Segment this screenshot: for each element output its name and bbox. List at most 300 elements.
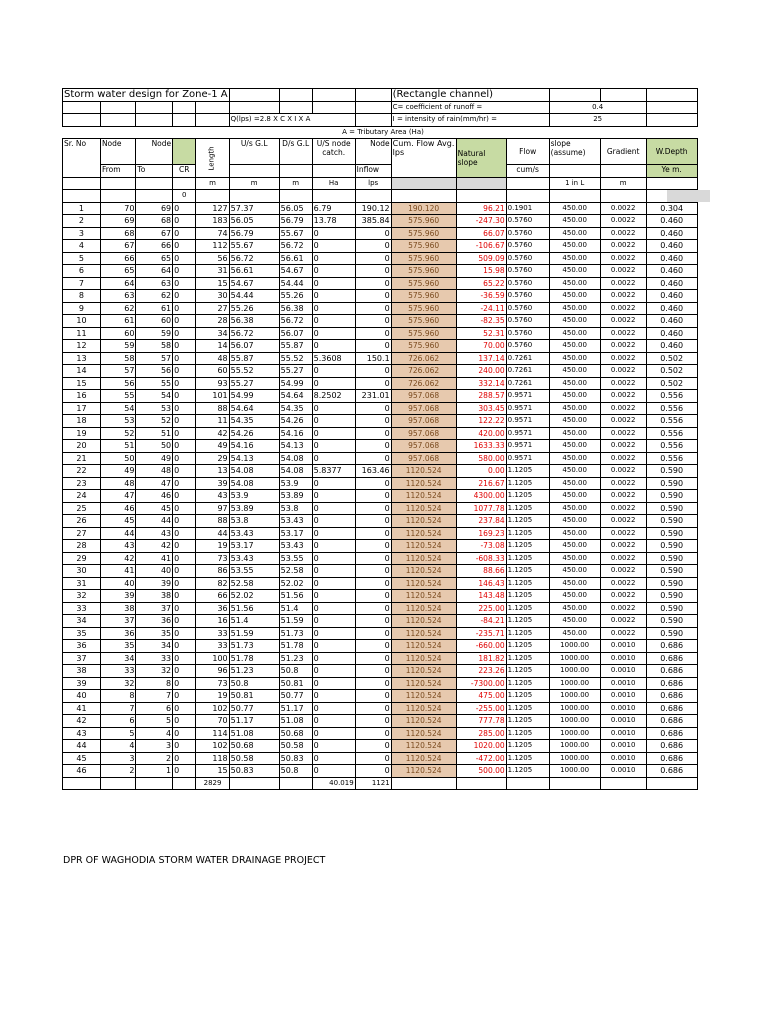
- cell-natural-slope: -608.33: [456, 552, 506, 565]
- cell-from-node: 52: [100, 427, 135, 440]
- subheader-from: From: [100, 165, 135, 178]
- cell-length: 19: [196, 540, 229, 553]
- cell-inflow: 0: [355, 240, 391, 253]
- cell-gradient: 0.0022: [600, 552, 646, 565]
- cell-cum-flow: 1120.524: [391, 515, 456, 528]
- cell-gradient: 0.0010: [600, 740, 646, 753]
- cell-from-node: 2: [100, 765, 135, 778]
- cell-length: 42: [196, 427, 229, 440]
- cell-cum-flow: 575.960: [391, 227, 456, 240]
- cell-from-node: 58: [100, 352, 135, 365]
- cell-natural-slope: 143.48: [456, 590, 506, 603]
- cell-us-gl: 51.4: [229, 615, 279, 628]
- cell-water-depth: 0.686: [646, 715, 697, 728]
- cell-flow: 1.1205: [506, 740, 549, 753]
- cell-slope: 450.00: [549, 352, 600, 365]
- table-row: [63, 440, 698, 453]
- cell-to-node: 56: [136, 365, 173, 378]
- cell-water-depth: 0.590: [646, 615, 697, 628]
- cell-us-catch: 0: [312, 290, 355, 303]
- cell-ds-gl: 51.59: [279, 615, 312, 628]
- cell-slope: 1000.00: [549, 665, 600, 678]
- formula-row: [63, 114, 698, 127]
- cell-slope: 450.00: [549, 227, 600, 240]
- cell-water-depth: 0.556: [646, 402, 697, 415]
- cell-to-node: 54: [136, 390, 173, 403]
- cell-ds-gl: 54.64: [279, 390, 312, 403]
- cell-from-node: 32: [100, 677, 135, 690]
- subheader-to: To: [136, 165, 173, 178]
- table-row: [63, 252, 698, 265]
- cell-water-depth: 0.460: [646, 290, 697, 303]
- cell-from-node: 49: [100, 465, 135, 478]
- footer-project-title: DPR OF WAGHODIA STORM WATER DRAINAGE PROJECT: [63, 855, 326, 866]
- cell-to-node: 46: [136, 490, 173, 503]
- cell-length: 70: [196, 715, 229, 728]
- header-node-to: Node: [136, 139, 173, 165]
- cell-slope: 450.00: [549, 215, 600, 228]
- storm-water-design-table: [62, 88, 698, 790]
- cell-us-gl: 56.61: [229, 265, 279, 278]
- cell-us-catch: 0: [312, 302, 355, 315]
- cell-flow: 1.1205: [506, 540, 549, 553]
- cell-us-catch: 0: [312, 715, 355, 728]
- cell-to-node: 55: [136, 377, 173, 390]
- cell-sr-no: 18: [63, 415, 101, 428]
- cell-flow: 0.5760: [506, 340, 549, 353]
- cell-us-catch: 0: [312, 752, 355, 765]
- cell-to-node: 58: [136, 340, 173, 353]
- cell-from-node: 70: [100, 202, 135, 215]
- cell-natural-slope: 181.82: [456, 652, 506, 665]
- cell-gradient: 0.0022: [600, 527, 646, 540]
- cell-water-depth: 0.686: [646, 740, 697, 753]
- cell-cr: 0: [173, 327, 196, 340]
- cell-us-gl: 54.26: [229, 427, 279, 440]
- cell-gradient: 0.0022: [600, 465, 646, 478]
- cell-length: 28: [196, 315, 229, 328]
- cell-from-node: 4: [100, 740, 135, 753]
- header-node-from: Node: [100, 139, 135, 165]
- cell-slope: 450.00: [549, 265, 600, 278]
- cell-inflow: 0: [355, 652, 391, 665]
- cell-inflow: 0: [355, 765, 391, 778]
- cell-ds-gl: 51.56: [279, 590, 312, 603]
- cell-natural-slope: 1020.00: [456, 740, 506, 753]
- cell-cum-flow: 1120.524: [391, 602, 456, 615]
- cell-us-catch: 0: [312, 252, 355, 265]
- cell-flow: 0.5760: [506, 265, 549, 278]
- cell-us-catch: 0: [312, 327, 355, 340]
- cell-cum-flow: 1120.524: [391, 565, 456, 578]
- cell-sr-no: 30: [63, 565, 101, 578]
- cell-natural-slope: -73.08: [456, 540, 506, 553]
- cell-slope: 1000.00: [549, 740, 600, 753]
- cell-flow: 0.7261: [506, 365, 549, 378]
- cell-from-node: 38: [100, 602, 135, 615]
- header-sr-no: Sr. No: [63, 139, 101, 178]
- cell-flow: 1.1205: [506, 490, 549, 503]
- cell-slope: 450.00: [549, 240, 600, 253]
- cell-us-gl: 50.83: [229, 765, 279, 778]
- table-row: [63, 602, 698, 615]
- cell-sr-no: 35: [63, 627, 101, 640]
- cell-sr-no: 28: [63, 540, 101, 553]
- cell-flow: 0.7261: [506, 352, 549, 365]
- cell-from-node: 55: [100, 390, 135, 403]
- cell-us-catch: 0: [312, 540, 355, 553]
- cell-gradient: 0.0022: [600, 302, 646, 315]
- cell-length: 102: [196, 702, 229, 715]
- cell-water-depth: 0.686: [646, 665, 697, 678]
- cell-length: 73: [196, 552, 229, 565]
- cell-natural-slope: 66.07: [456, 227, 506, 240]
- cell-sr-no: 36: [63, 640, 101, 653]
- cell-inflow: 0: [355, 690, 391, 703]
- cell-gradient: 0.0010: [600, 652, 646, 665]
- cell-flow: 1.1205: [506, 565, 549, 578]
- cell-inflow: 0: [355, 377, 391, 390]
- cell-cr: 0: [173, 302, 196, 315]
- cell-water-depth: 0.502: [646, 377, 697, 390]
- table-row: [63, 740, 698, 753]
- cell-water-depth: 0.686: [646, 677, 697, 690]
- cell-from-node: 54: [100, 402, 135, 415]
- cell-slope: 450.00: [549, 577, 600, 590]
- cell-water-depth: 0.686: [646, 652, 697, 665]
- cell-from-node: 65: [100, 265, 135, 278]
- cell-cum-flow: 1120.524: [391, 690, 456, 703]
- channel-type: (Rectangle channel): [391, 89, 549, 102]
- cell-from-node: 51: [100, 440, 135, 453]
- cell-gradient: 0.0022: [600, 577, 646, 590]
- cell-natural-slope: 580.00: [456, 452, 506, 465]
- cell-to-node: 66: [136, 240, 173, 253]
- cell-gradient: 0.0010: [600, 715, 646, 728]
- cell-sr-no: 19: [63, 427, 101, 440]
- cell-ds-gl: 54.35: [279, 402, 312, 415]
- header-node-inflow: Node: [355, 139, 391, 165]
- cell-flow: 1.1205: [506, 515, 549, 528]
- cell-slope: 450.00: [549, 427, 600, 440]
- cell-cr: 0: [173, 552, 196, 565]
- cell-us-catch: 5.8377: [312, 465, 355, 478]
- cell-water-depth: 0.460: [646, 302, 697, 315]
- cell-gradient: 0.0022: [600, 402, 646, 415]
- cell-slope: 1000.00: [549, 640, 600, 653]
- cell-water-depth: 0.590: [646, 627, 697, 640]
- cell-water-depth: 0.556: [646, 390, 697, 403]
- cell-length: 19: [196, 690, 229, 703]
- cell-length: 11: [196, 415, 229, 428]
- cell-from-node: 61: [100, 315, 135, 328]
- cell-length: 14: [196, 340, 229, 353]
- cell-sr-no: 32: [63, 590, 101, 603]
- table-row: [63, 202, 698, 215]
- cell-inflow: 0: [355, 252, 391, 265]
- cell-natural-slope: 216.67: [456, 477, 506, 490]
- cell-cum-flow: 1120.524: [391, 527, 456, 540]
- cell-water-depth: 0.556: [646, 440, 697, 453]
- cell-natural-slope: 88.66: [456, 565, 506, 578]
- cell-length: 56: [196, 252, 229, 265]
- cell-inflow: 0: [355, 677, 391, 690]
- cell-slope: 1000.00: [549, 677, 600, 690]
- cell-cr: 0: [173, 652, 196, 665]
- cell-cr: 0: [173, 665, 196, 678]
- cell-us-gl: 55.27: [229, 377, 279, 390]
- cell-from-node: 69: [100, 215, 135, 228]
- cell-length: 49: [196, 440, 229, 453]
- cell-length: 16: [196, 615, 229, 628]
- cell-from-node: 35: [100, 640, 135, 653]
- cell-cum-flow: 575.960: [391, 252, 456, 265]
- cell-inflow: 0: [355, 702, 391, 715]
- cell-to-node: 67: [136, 227, 173, 240]
- cell-inflow: 0: [355, 490, 391, 503]
- cell-us-gl: 52.58: [229, 577, 279, 590]
- cell-natural-slope: -36.59: [456, 290, 506, 303]
- cell-sr-no: 41: [63, 702, 101, 715]
- cell-from-node: 50: [100, 452, 135, 465]
- cell-inflow: 0: [355, 565, 391, 578]
- cell-us-catch: 0: [312, 677, 355, 690]
- cell-inflow: 0: [355, 627, 391, 640]
- cell-us-gl: 55.67: [229, 240, 279, 253]
- cell-natural-slope: 137.14: [456, 352, 506, 365]
- table-row: [63, 315, 698, 328]
- cell-ds-gl: 50.83: [279, 752, 312, 765]
- intensity-label: I = intensity of rain(mm/hr) =: [391, 114, 549, 127]
- cell-natural-slope: 303.45: [456, 402, 506, 415]
- cell-from-node: 42: [100, 552, 135, 565]
- cell-water-depth: 0.460: [646, 327, 697, 340]
- cell-gradient: 0.0022: [600, 427, 646, 440]
- cell-inflow: 0: [355, 327, 391, 340]
- cell-sr-no: 31: [63, 577, 101, 590]
- cell-us-gl: 54.35: [229, 415, 279, 428]
- cell-to-node: 34: [136, 640, 173, 653]
- cell-slope: 1000.00: [549, 727, 600, 740]
- cell-us-gl: 53.43: [229, 527, 279, 540]
- unit-ds-gl: m: [279, 177, 312, 190]
- cell-flow: 1.1205: [506, 702, 549, 715]
- cell-gradient: 0.0022: [600, 252, 646, 265]
- cell-gradient: 0.0022: [600, 202, 646, 215]
- cell-cum-flow: 1120.524: [391, 615, 456, 628]
- cell-natural-slope: -24.11: [456, 302, 506, 315]
- table-row: [63, 227, 698, 240]
- cell-us-catch: 0: [312, 365, 355, 378]
- cell-length: 127: [196, 202, 229, 215]
- cell-water-depth: 0.590: [646, 577, 697, 590]
- cell-sr-no: 2: [63, 215, 101, 228]
- cell-us-catch: 0: [312, 515, 355, 528]
- cell-ds-gl: 51.78: [279, 640, 312, 653]
- cell-flow: 0.5760: [506, 227, 549, 240]
- cell-to-node: 36: [136, 615, 173, 628]
- cell-length: 93: [196, 377, 229, 390]
- cell-natural-slope: 70.00: [456, 340, 506, 353]
- cell-to-node: 65: [136, 252, 173, 265]
- cell-us-catch: 0: [312, 240, 355, 253]
- cell-us-catch: 0: [312, 627, 355, 640]
- cell-water-depth: 0.590: [646, 590, 697, 603]
- cell-water-depth: 0.460: [646, 315, 697, 328]
- cell-to-node: 8: [136, 677, 173, 690]
- cell-from-node: 36: [100, 627, 135, 640]
- cell-inflow: 0: [355, 527, 391, 540]
- cell-sr-no: 15: [63, 377, 101, 390]
- cell-flow: 1.1205: [506, 602, 549, 615]
- cell-water-depth: 0.460: [646, 215, 697, 228]
- cell-sr-no: 12: [63, 340, 101, 353]
- cell-inflow: 0: [355, 315, 391, 328]
- cell-from-node: 34: [100, 652, 135, 665]
- cell-to-node: 35: [136, 627, 173, 640]
- cell-length: 114: [196, 727, 229, 740]
- cell-gradient: 0.0010: [600, 665, 646, 678]
- cell-us-catch: 0: [312, 490, 355, 503]
- cell-cum-flow: 1120.524: [391, 552, 456, 565]
- cell-flow: 1.1205: [506, 502, 549, 515]
- cell-to-node: 44: [136, 515, 173, 528]
- cell-ds-gl: 52.02: [279, 577, 312, 590]
- cell-flow: 0.5760: [506, 290, 549, 303]
- cell-natural-slope: 122.22: [456, 415, 506, 428]
- cell-length: 29: [196, 452, 229, 465]
- cell-to-node: 45: [136, 502, 173, 515]
- cell-us-catch: 8.2502: [312, 390, 355, 403]
- cell-from-node: 59: [100, 340, 135, 353]
- cell-inflow: 190.12: [355, 202, 391, 215]
- cell-ds-gl: 55.87: [279, 340, 312, 353]
- cell-us-catch: 0: [312, 615, 355, 628]
- cell-natural-slope: -7300.00: [456, 677, 506, 690]
- cell-natural-slope: 4300.00: [456, 490, 506, 503]
- cell-natural-slope: -472.00: [456, 752, 506, 765]
- cell-sr-no: 3: [63, 227, 101, 240]
- total-inflow: 1121: [355, 777, 391, 790]
- cell-water-depth: 0.502: [646, 365, 697, 378]
- cell-natural-slope: 237.84: [456, 515, 506, 528]
- cell-us-catch: 0: [312, 527, 355, 540]
- cell-sr-no: 16: [63, 390, 101, 403]
- cell-flow: 1.1205: [506, 652, 549, 665]
- subheader-cr: CR: [173, 165, 196, 178]
- cell-ds-gl: 54.08: [279, 452, 312, 465]
- cell-gradient: 0.0022: [600, 390, 646, 403]
- cell-flow: 0.5760: [506, 277, 549, 290]
- header-wdepth: W.Depth: [646, 139, 697, 165]
- cell-us-gl: 53.8: [229, 515, 279, 528]
- cell-flow: 1.1205: [506, 765, 549, 778]
- cell-inflow: 0: [355, 265, 391, 278]
- cell-from-node: 46: [100, 502, 135, 515]
- cell-cr: 0: [173, 627, 196, 640]
- cell-flow: 1.1205: [506, 577, 549, 590]
- cell-us-gl: 51.08: [229, 727, 279, 740]
- cell-gradient: 0.0022: [600, 365, 646, 378]
- cell-natural-slope: 1633.33: [456, 440, 506, 453]
- cell-sr-no: 39: [63, 677, 101, 690]
- cell-water-depth: 0.686: [646, 752, 697, 765]
- table-row: [63, 677, 698, 690]
- cell-from-node: 47: [100, 490, 135, 503]
- cell-us-gl: 50.58: [229, 752, 279, 765]
- cell-natural-slope: -235.71: [456, 627, 506, 640]
- cell-cum-flow: 1120.524: [391, 477, 456, 490]
- cell-us-catch: 0: [312, 477, 355, 490]
- cell-slope: 450.00: [549, 615, 600, 628]
- cell-cr: 0: [173, 677, 196, 690]
- cell-sr-no: 34: [63, 615, 101, 628]
- cell-to-node: 64: [136, 265, 173, 278]
- cell-gradient: 0.0022: [600, 565, 646, 578]
- cell-flow: 1.1205: [506, 527, 549, 540]
- cell-ds-gl: 51.17: [279, 702, 312, 715]
- cell-us-gl: 56.79: [229, 227, 279, 240]
- table-row: [63, 265, 698, 278]
- cell-ds-gl: 54.67: [279, 265, 312, 278]
- cell-to-node: 47: [136, 477, 173, 490]
- header-us-gl: U/s G.L: [229, 139, 279, 165]
- cell-inflow: 0: [355, 715, 391, 728]
- cell-flow: 1.1205: [506, 727, 549, 740]
- cell-slope: 450.00: [549, 277, 600, 290]
- cell-cum-flow: 575.960: [391, 277, 456, 290]
- cell-cr: 0: [173, 702, 196, 715]
- cell-water-depth: 0.556: [646, 427, 697, 440]
- cell-inflow: 0: [355, 415, 391, 428]
- cell-water-depth: 0.590: [646, 552, 697, 565]
- header-flow: Flow: [506, 139, 549, 165]
- coefficient-label: C= coefficient of runoff =: [391, 101, 549, 114]
- cell-ds-gl: 50.81: [279, 677, 312, 690]
- cell-gradient: 0.0022: [600, 240, 646, 253]
- cell-slope: 450.00: [549, 390, 600, 403]
- table-row: [63, 277, 698, 290]
- cell-cum-flow: 575.960: [391, 327, 456, 340]
- cell-natural-slope: 500.00: [456, 765, 506, 778]
- cell-slope: 450.00: [549, 527, 600, 540]
- cell-water-depth: 0.460: [646, 265, 697, 278]
- cell-flow: 0.9571: [506, 452, 549, 465]
- cell-us-gl: 53.55: [229, 565, 279, 578]
- cell-us-catch: 0: [312, 452, 355, 465]
- cell-to-node: 32: [136, 665, 173, 678]
- cell-ds-gl: 53.9: [279, 477, 312, 490]
- header-length: Length: [208, 146, 217, 171]
- cell-ds-gl: 51.23: [279, 652, 312, 665]
- cell-to-node: 2: [136, 752, 173, 765]
- cell-ds-gl: 56.79: [279, 215, 312, 228]
- cell-inflow: 0: [355, 640, 391, 653]
- cell-to-node: 63: [136, 277, 173, 290]
- cell-sr-no: 6: [63, 265, 101, 278]
- cell-from-node: 60: [100, 327, 135, 340]
- cell-gradient: 0.0010: [600, 702, 646, 715]
- cell-ds-gl: 55.67: [279, 227, 312, 240]
- cell-natural-slope: 240.00: [456, 365, 506, 378]
- cell-sr-no: 11: [63, 327, 101, 340]
- table-row: [63, 615, 698, 628]
- table-row: [63, 765, 698, 778]
- cell-slope: 1000.00: [549, 715, 600, 728]
- header-gradient: Gradient: [600, 139, 646, 165]
- cell-slope: 450.00: [549, 627, 600, 640]
- cell-ds-gl: 56.61: [279, 252, 312, 265]
